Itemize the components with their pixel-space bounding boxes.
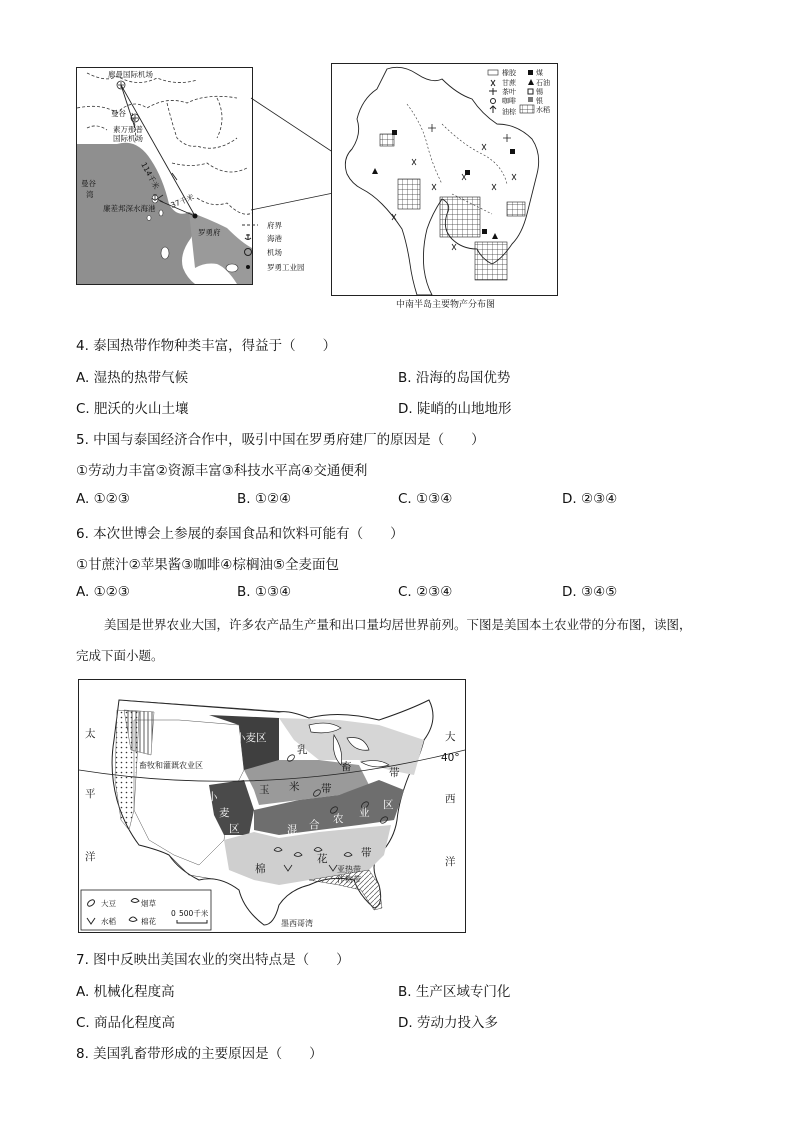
legend-coal: 煤	[536, 69, 543, 77]
legend-oilpalm: 油棕	[502, 108, 516, 116]
label-mixed-2: 合	[309, 819, 320, 831]
question-6-items: ①甘蔗汁②苹果酱③咖啡④棕榈油⑤全麦面包	[76, 557, 340, 573]
label-atlantic-1: 大	[445, 731, 456, 743]
q6-option-c: C. ②③④	[398, 584, 453, 600]
q4-option-b: B. 沿海的岛国优势	[398, 370, 511, 386]
label-gulf: 曼谷	[81, 179, 96, 188]
label-wheat-north: 小麦区	[235, 732, 267, 744]
label-pacific-1: 太	[85, 728, 96, 740]
q7-option-b: B. 生产区域专门化	[398, 984, 511, 1000]
indochina-legend	[488, 68, 550, 116]
label-bangkok: 曼谷	[111, 109, 126, 118]
label-gulf-mexico: 墨西哥湾	[281, 919, 313, 928]
q7-option-a: A. 机械化程度高	[76, 984, 175, 1000]
legend-rubber: 橡胶	[502, 69, 516, 77]
legend-rice: 水稻	[536, 106, 550, 114]
question-4: 4. 泰国热带作物种类丰富，得益于（ ）	[76, 338, 337, 354]
label-subtropical-1: 亚热带	[337, 865, 361, 874]
legend-border: 府界	[267, 221, 282, 230]
q4-option-a: A. 湿热的热带气候	[76, 370, 189, 386]
label-latitude: 40°	[441, 752, 460, 764]
legend-oil: 石油	[536, 79, 550, 87]
question-7: 7. 图中反映出美国农业的突出特点是（ ）	[76, 952, 350, 968]
label-gulf-2: 湾	[86, 190, 94, 199]
q5-option-b: B. ①②④	[237, 491, 292, 507]
indochina-map	[331, 63, 558, 296]
label-rayong: 罗勇府	[198, 228, 221, 237]
label-wheat-south-3: 区	[229, 823, 240, 835]
indochina-caption: 中南半岛主要物产分布图	[396, 300, 496, 310]
us-legend	[81, 890, 211, 930]
label-dairy-3: 带	[389, 767, 400, 779]
legend-soybean: 大豆	[101, 899, 116, 908]
label-atlantic-2: 西	[445, 793, 456, 805]
scale-label: 500千米	[179, 909, 209, 918]
legend-sugarcane: 甘蔗	[502, 79, 516, 87]
label-corn-2: 米	[289, 781, 300, 793]
question-6: 6. 本次世博会上参展的泰国食品和饮料可能有（ ）	[76, 526, 404, 542]
label-distance-37: 37千米	[169, 192, 196, 210]
intro-paragraph: 美国是世界农业大国，许多农产品生产量和出口量均居世界前列。下图是美国本土农业带的分布图，读图，完成下面小题。	[76, 617, 692, 663]
label-distance-114: 114千米	[139, 160, 161, 191]
q5-option-c: C. ①③④	[398, 491, 453, 507]
legend-port: 海港	[267, 234, 282, 243]
rice-areas	[380, 134, 525, 280]
label-mixed-4: 业	[359, 807, 370, 819]
legend-coffee: 咖啡	[502, 97, 516, 105]
q5-option-d: D. ②③④	[562, 491, 618, 507]
legend-tin: 锡	[536, 88, 543, 96]
q4-option-c: C. 肥沃的火山土壤	[76, 401, 189, 417]
label-mixed-3: 农	[333, 813, 344, 825]
us-agriculture-map	[78, 679, 466, 933]
q5-option-a: A. ①②③	[76, 491, 130, 507]
label-cotton-2: 花	[317, 853, 328, 865]
q7-option-d: D. 劳动力投入多	[398, 1015, 498, 1031]
label-corn-3: 带	[321, 783, 332, 795]
legend-airport: 机场	[267, 248, 282, 257]
label-subtropical-2: 作物带	[337, 875, 361, 884]
q6-option-b: B. ①③④	[237, 584, 292, 600]
us-map-svg	[79, 680, 465, 932]
legend-rice: 水稻	[101, 917, 116, 926]
label-wheat-south-2: 麦	[219, 807, 230, 819]
q4-option-d: D. 陡峭的山地地形	[398, 401, 512, 417]
question-5: 5. 中国与泰国经济合作中，吸引中国在罗勇府建厂的原因是（ ）	[76, 432, 485, 448]
label-cotton-3: 带	[361, 847, 372, 859]
label-cotton-1: 棉	[255, 863, 266, 875]
label-suvarnabhumi: 素万那普	[113, 125, 143, 134]
label-suvarnabhumi-2: 国际机场	[113, 134, 143, 143]
scale-zero: 0	[171, 909, 176, 918]
legend-industrial-park: 罗勇工业园	[267, 263, 305, 272]
label-wheat-south-1: 小	[207, 791, 218, 803]
label-mixed-1: 混	[287, 824, 298, 836]
q7-option-c: C. 商品化程度高	[76, 1015, 176, 1031]
label-atlantic-3: 洋	[445, 856, 456, 868]
indochina-map-svg	[332, 64, 557, 295]
question-5-items: ①劳动力丰富②资源丰富③科技水平高④交通便利	[76, 463, 368, 479]
label-mixed-5: 区	[383, 799, 394, 811]
label-pacific-2: 平	[85, 788, 96, 800]
label-port: 廉差邦深水海港	[103, 204, 156, 213]
question-8: 8. 美国乳畜带形成的主要原因是（ ）	[76, 1046, 323, 1062]
label-ranching: 畜牧和灌溉农业区	[139, 761, 203, 770]
label-pacific-3: 洋	[85, 851, 96, 863]
legend-silver: 银	[536, 97, 543, 105]
label-dairy-2: 畜	[341, 761, 352, 773]
legend-tea: 茶叶	[502, 88, 516, 96]
q6-option-a: A. ①②③	[76, 584, 130, 600]
q6-option-d: D. ③④⑤	[562, 584, 618, 600]
label-corn-1: 玉	[259, 784, 270, 796]
label-dairy-1: 乳	[297, 744, 308, 756]
label-airport: 廊曼国际机场	[108, 70, 153, 79]
legend-tobacco: 烟草	[141, 899, 156, 908]
legend-cotton: 棉花	[141, 917, 156, 926]
